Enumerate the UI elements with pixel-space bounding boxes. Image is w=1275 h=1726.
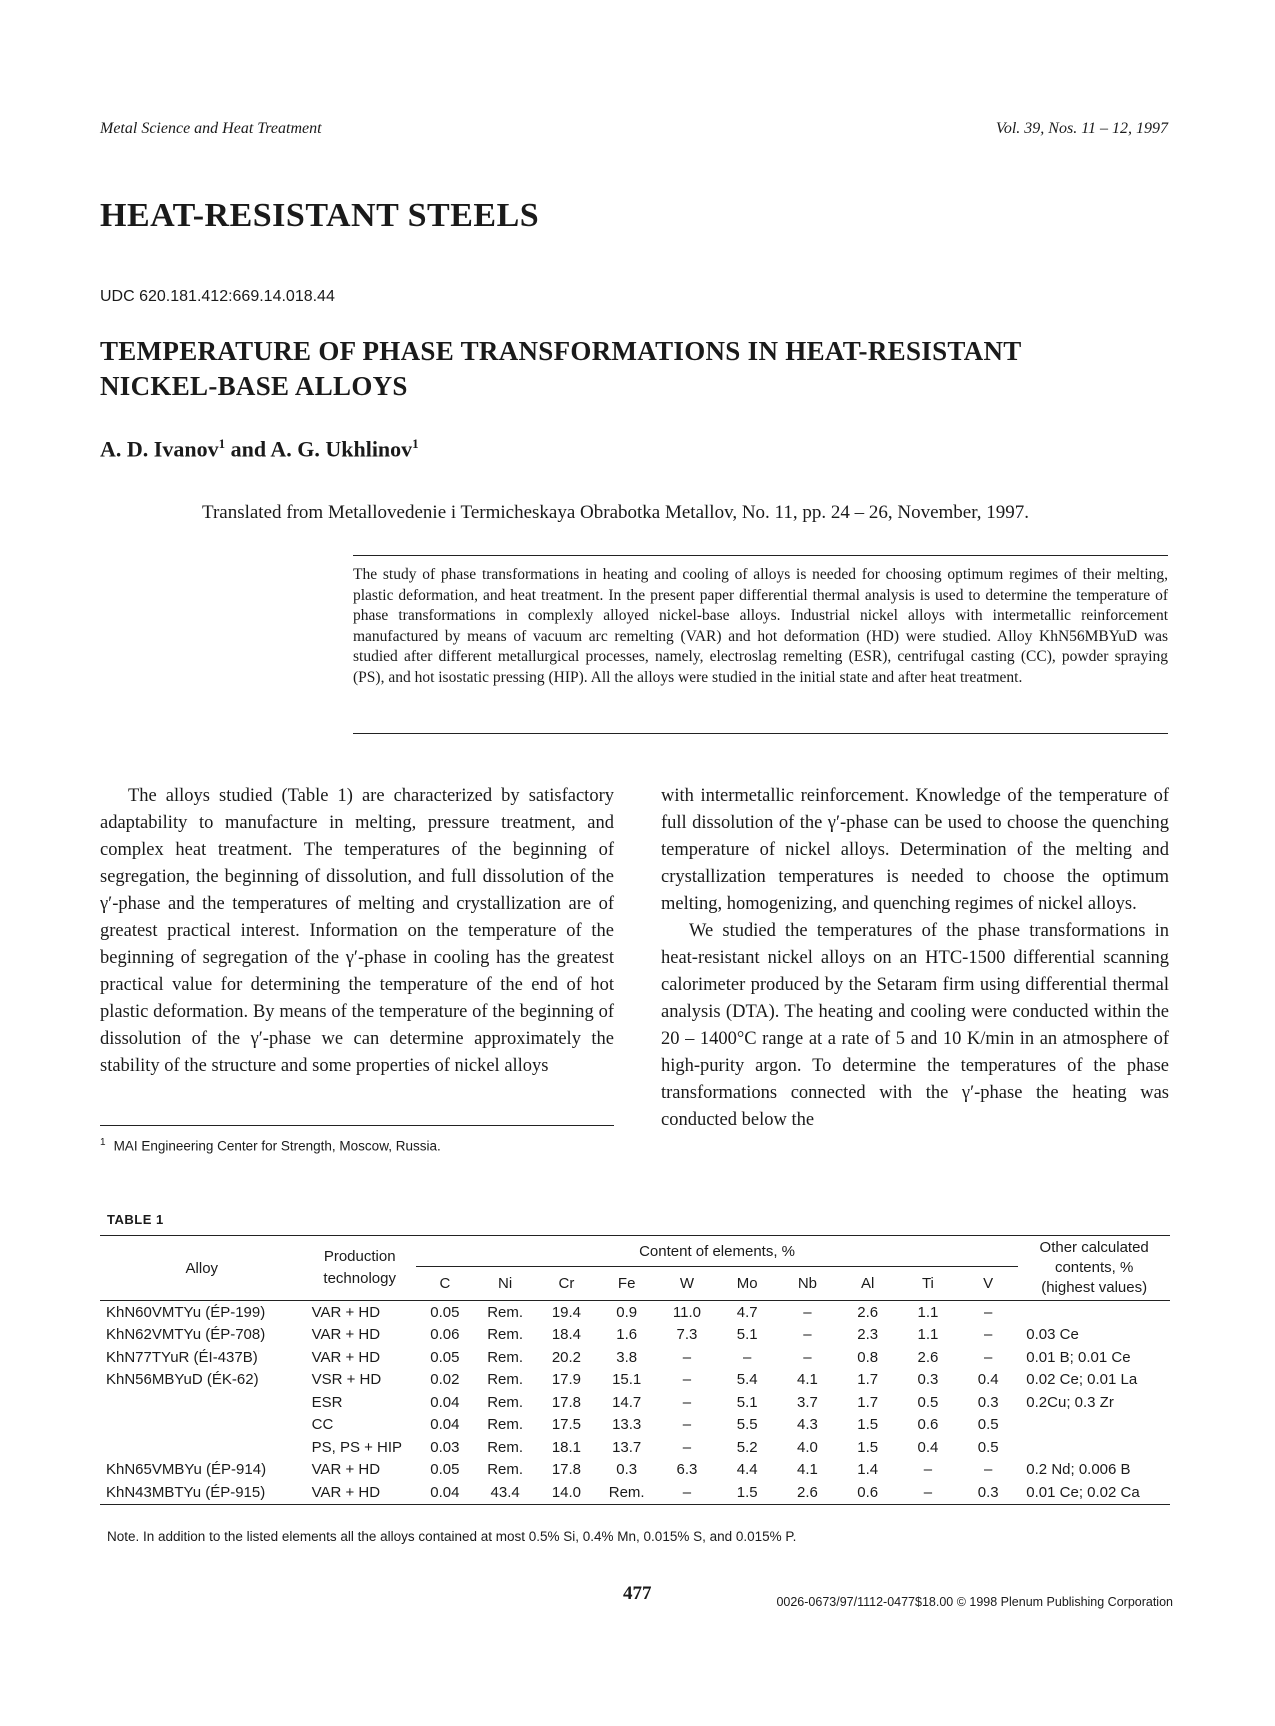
cell-mo: 5.2	[736, 1438, 758, 1456]
cell-mo: 4.7	[736, 1303, 758, 1321]
cell-fe: Rem.	[608, 1483, 645, 1501]
cell-ni: Rem.	[487, 1326, 524, 1344]
header-element: C	[439, 1275, 451, 1292]
cell-al: 1.7	[857, 1371, 879, 1389]
cell-v: 0.5	[977, 1416, 999, 1434]
cell-alloy: KhN65VMBYu (ÉP-914)	[106, 1461, 267, 1479]
cell-mo: 5.1	[736, 1393, 758, 1411]
cell-v: –	[984, 1326, 993, 1344]
cell-other	[1018, 1301, 1170, 1324]
body-paragraph: We studied the temperatures of the phase transformations in heat-resistant nickel alloys on an HTC-1500 differential scanning calorimeter produced by the Setaram firm using differential thermal analysis (DTA). The heating and cooling were conducted within the 20 – 1400°C range at a rate of 5 and 10 K/min in an atmosphere of high-purity argon. To determine the temperatures of the phase transformations connected with the γ′-phase the heating was conducted below the	[661, 921, 1169, 1130]
cell-fe: 0.9	[616, 1303, 638, 1321]
cell-c: 0.05	[430, 1303, 460, 1321]
cell-alloy: KhN77TYuR (ÉI-437B)	[106, 1348, 258, 1366]
cell-nb: 4.1	[796, 1371, 818, 1389]
cell-al: 1.5	[857, 1416, 879, 1434]
header-tech-line2: technology	[323, 1270, 396, 1287]
paper-title	[100, 334, 1180, 404]
page-number: 477	[623, 1583, 652, 1604]
cell-other: 0.03 Ce	[1026, 1326, 1079, 1344]
body-paragraph: The alloys studied (Table 1) are characterized by satisfactory adaptability to manufacture in melting, pressure treatment, and complex heat treatment. The temperatures of the beginning of segregation, the beginning of dissolution, and full dissolution of the γ′-phase and the temperatures of melting and crystallization are of greatest practical interest. Information on the temperature of the beginning of segregation of the γ′-phase in cooling has the greatest practical value for determining the temperature of the end of hot plastic deformation. By means of the temperature of the beginning of dissolution of the γ′-phase we can determine approximately the stability of the structure and some properties of nickel alloys	[100, 786, 614, 1076]
cell-fe: 14.7	[612, 1393, 642, 1411]
authors-conjunction: and	[225, 436, 271, 462]
body-paragraph: with intermetallic reinforcement. Knowledge of the temperature of full dissolution of the γ′-phase can be used to choose the quenching temperature of nickel alloys. Determination of the melting and crystallization temperatures is needed to choose the optimum melting, homogenizing, and quenching regimes of nickel alloys.	[661, 786, 1169, 914]
cell-mo: 5.4	[736, 1371, 758, 1389]
cell-mo: 4.4	[736, 1461, 758, 1479]
cell-cr: 19.4	[551, 1303, 582, 1321]
cell-ti: 2.6	[917, 1348, 939, 1366]
cell-tech: VAR + HD	[311, 1461, 381, 1479]
cell-fe: 0.3	[616, 1461, 638, 1479]
header-element: Ti	[921, 1275, 934, 1292]
cell-nb: 4.3	[796, 1416, 818, 1434]
table-note: Note. In addition to the listed elements all the alloys contained at most 0.5% Si, 0.4% Mn, 0.015% S, and 0.015% P.	[107, 1529, 797, 1544]
cell-w: –	[682, 1438, 692, 1456]
cell-ni: Rem.	[487, 1393, 524, 1411]
body-column-left	[100, 783, 614, 1080]
header-other-line2: contents, %	[1054, 1259, 1134, 1276]
header-element: Cr	[558, 1275, 575, 1292]
table-row	[100, 1324, 1170, 1347]
cell-cr: 20.2	[551, 1348, 582, 1366]
cell-nb: –	[803, 1303, 812, 1321]
cell-ti: 0.6	[917, 1416, 939, 1434]
cell-ni: Rem.	[487, 1416, 524, 1434]
cell-ti: 0.4	[917, 1438, 939, 1456]
author-2: A. G. Ukhlinov	[270, 436, 413, 462]
cell-c: 0.04	[430, 1416, 460, 1434]
cell-tech: VAR + HD	[311, 1326, 381, 1344]
cell-mo: 5.5	[736, 1416, 758, 1434]
cell-c: 0.02	[430, 1371, 460, 1389]
cell-ti: –	[923, 1461, 933, 1479]
header-production-technology	[304, 1236, 416, 1301]
header-content-of-elements: Content of elements, %	[416, 1236, 1019, 1267]
cell-al: 0.6	[857, 1483, 879, 1501]
cell-cr: 17.8	[551, 1461, 582, 1479]
cell-al: 1.5	[857, 1438, 879, 1456]
cell-c: 0.06	[430, 1326, 460, 1344]
cell-ti: 1.1	[917, 1326, 939, 1344]
cell-c: 0.04	[430, 1483, 460, 1501]
section-title: HEAT-RESISTANT STEELS	[100, 197, 540, 234]
cell-other: 0.01 Ce; 0.02 Ca	[1026, 1483, 1140, 1501]
table-row	[100, 1459, 1170, 1482]
copyright-line: 0026-0673/97/1112-0477$18.00 © 1998 Plenum Publishing Corporation	[776, 1595, 1173, 1609]
header-element: Fe	[617, 1275, 636, 1292]
cell-ni: Rem.	[487, 1461, 524, 1479]
table-row	[100, 1346, 1170, 1369]
cell-other: 0.02 Ce; 0.01 La	[1026, 1371, 1138, 1389]
cell-cr: 17.9	[551, 1371, 582, 1389]
cell-other	[1018, 1436, 1170, 1459]
cell-alloy	[100, 1436, 304, 1459]
cell-al: 0.8	[857, 1348, 879, 1366]
cell-alloy: KhN43MBTYu (ÉP-915)	[106, 1483, 266, 1501]
cell-alloy	[100, 1414, 304, 1437]
abstract: The study of phase transformations in heating and cooling of alloys is needed for choosing optimum regimes of their melting, plastic deformation, and heat treatment. In the present paper differential thermal analysis is used to determine the temperature of phase transformations in complexly alloyed nickel-base alloys. Industrial nickel alloys with intermetallic reinforcement manufactured by means of vacuum arc remelting (VAR) and hot deformation (HD) were studied. Alloy KhN56MBYuD was studied after different metallurgical processes, namely, electroslag remelting (ESR), centrifugal casting (CC), powder spraying (PS), and hot isostatic pressing (HIP). All the alloys were studied in the initial state and after heat treatment.	[353, 566, 1168, 686]
cell-nb: 2.6	[796, 1483, 818, 1501]
translation-source: Translated from Metallovedenie i Termicheskaya Obrabotka Metallov, No. 11, pp. 24 – 26, November, 1997.	[202, 502, 1030, 523]
cell-al: 2.6	[857, 1303, 879, 1321]
cell-tech: PS, PS + HIP	[311, 1438, 403, 1456]
cell-alloy: KhN60VMTYu (ÉP-199)	[106, 1303, 266, 1321]
cell-nb: –	[803, 1326, 812, 1344]
cell-fe: 1.6	[616, 1326, 638, 1344]
cell-tech: VAR + HD	[311, 1303, 381, 1321]
cell-ni: Rem.	[487, 1348, 524, 1366]
cell-w: –	[682, 1348, 692, 1366]
cell-alloy: KhN56MBYuD (ÉK-62)	[106, 1371, 259, 1389]
cell-cr: 18.4	[551, 1326, 582, 1344]
table-caption: TABLE 1	[107, 1212, 164, 1227]
cell-cr: 17.5	[551, 1416, 582, 1434]
cell-nb: –	[803, 1348, 812, 1366]
header-element: Ni	[498, 1275, 513, 1292]
cell-ti: –	[923, 1483, 933, 1501]
cell-w: 11.0	[672, 1303, 701, 1321]
footnote	[100, 1137, 441, 1154]
header-other-contents	[1018, 1236, 1170, 1301]
cell-w: –	[682, 1393, 692, 1411]
cell-other: 0.01 B; 0.01 Ce	[1026, 1348, 1131, 1366]
cell-ti: 0.3	[917, 1371, 939, 1389]
cell-mo: 5.1	[736, 1326, 758, 1344]
cell-fe: 13.3	[612, 1416, 642, 1434]
table-row	[100, 1301, 1170, 1324]
cell-other: 0.2 Nd; 0.006 B	[1026, 1461, 1131, 1479]
cell-mo: 1.5	[736, 1483, 758, 1501]
cell-ni: 43.4	[490, 1483, 520, 1501]
cell-tech: ESR	[311, 1393, 343, 1411]
cell-w: –	[682, 1371, 692, 1389]
composition-table	[100, 1235, 1170, 1505]
cell-fe: 3.8	[616, 1348, 638, 1366]
cell-other: 0.2Cu; 0.3 Zr	[1026, 1393, 1114, 1411]
cell-v: 0.5	[977, 1438, 999, 1456]
journal-name: Metal Science and Heat Treatment	[100, 120, 322, 137]
footnote-rule	[100, 1125, 614, 1126]
table-row	[100, 1481, 1170, 1504]
header-other-line3: (highest values)	[1041, 1279, 1148, 1296]
cell-tech: VAR + HD	[311, 1348, 381, 1366]
cell-cr: 18.1	[551, 1438, 582, 1456]
header-element: W	[679, 1275, 694, 1292]
cell-w: –	[682, 1483, 692, 1501]
footnote-text: MAI Engineering Center for Strength, Moscow, Russia.	[113, 1138, 441, 1154]
cell-v: –	[984, 1303, 993, 1321]
abstract-bottom-rule	[353, 733, 1168, 734]
cell-al: 1.7	[857, 1393, 879, 1411]
cell-ti: 1.1	[917, 1303, 939, 1321]
header-element: V	[983, 1275, 994, 1292]
cell-tech: VSR + HD	[311, 1371, 382, 1389]
cell-c: 0.05	[430, 1348, 460, 1366]
header-other-line1: Other calculated	[1039, 1239, 1149, 1256]
cell-nb: 4.0	[796, 1438, 818, 1456]
cell-fe: 15.1	[612, 1371, 642, 1389]
abstract-top-rule	[353, 555, 1168, 556]
cell-al: 1.4	[857, 1461, 879, 1479]
cell-nb: 4.1	[796, 1461, 818, 1479]
cell-alloy: KhN62VMTYu (ÉP-708)	[106, 1326, 266, 1344]
cell-mo: –	[743, 1348, 752, 1366]
cell-nb: 3.7	[796, 1393, 818, 1411]
cell-ni: Rem.	[487, 1438, 524, 1456]
authors	[100, 436, 419, 462]
body-column-right	[661, 783, 1169, 1134]
paper-title-line1: TEMPERATURE OF PHASE TRANSFORMATIONS IN HEAT-RESISTANT	[100, 336, 1022, 366]
footnote-mark: 1	[100, 1137, 106, 1148]
table-row	[100, 1436, 1170, 1459]
author-1: A. D. Ivanov	[100, 436, 219, 462]
cell-other	[1018, 1414, 1170, 1437]
cell-ni: Rem.	[487, 1303, 524, 1321]
header-element: Al	[861, 1275, 875, 1292]
volume-info: Vol. 39, Nos. 11 – 12, 1997	[995, 120, 1168, 137]
cell-v: 0.4	[977, 1371, 999, 1389]
table-row	[100, 1414, 1170, 1437]
header-element: Nb	[797, 1275, 818, 1292]
cell-w: 6.3	[676, 1461, 698, 1479]
table-row	[100, 1369, 1170, 1392]
cell-tech: VAR + HD	[311, 1483, 381, 1501]
cell-v: 0.3	[977, 1483, 999, 1501]
cell-cr: 17.8	[551, 1393, 582, 1411]
cell-tech: CC	[311, 1416, 334, 1434]
cell-v: –	[984, 1348, 993, 1366]
cell-al: 2.3	[857, 1326, 879, 1344]
cell-c: 0.04	[430, 1393, 460, 1411]
author-2-affiliation-mark: 1	[412, 436, 419, 451]
header-element: Mo	[736, 1275, 758, 1292]
cell-cr: 14.0	[551, 1483, 582, 1501]
cell-ni: Rem.	[487, 1371, 524, 1389]
paper-title-line2: NICKEL-BASE ALLOYS	[100, 371, 408, 401]
cell-w: 7.3	[676, 1326, 698, 1344]
cell-ti: 0.5	[917, 1393, 939, 1411]
cell-w: –	[682, 1416, 692, 1434]
table-row	[100, 1391, 1170, 1414]
udc-code: UDC 620.181.412:669.14.018.44	[100, 288, 335, 305]
cell-v: 0.3	[977, 1393, 999, 1411]
cell-c: 0.03	[430, 1438, 460, 1456]
author-1-affiliation-mark: 1	[218, 436, 226, 451]
header-tech-line1: Production	[323, 1248, 396, 1265]
cell-c: 0.05	[430, 1461, 460, 1479]
cell-fe: 13.7	[612, 1438, 642, 1456]
cell-alloy	[100, 1391, 304, 1414]
cell-v: –	[984, 1461, 993, 1479]
header-alloy: Alloy	[185, 1259, 219, 1277]
